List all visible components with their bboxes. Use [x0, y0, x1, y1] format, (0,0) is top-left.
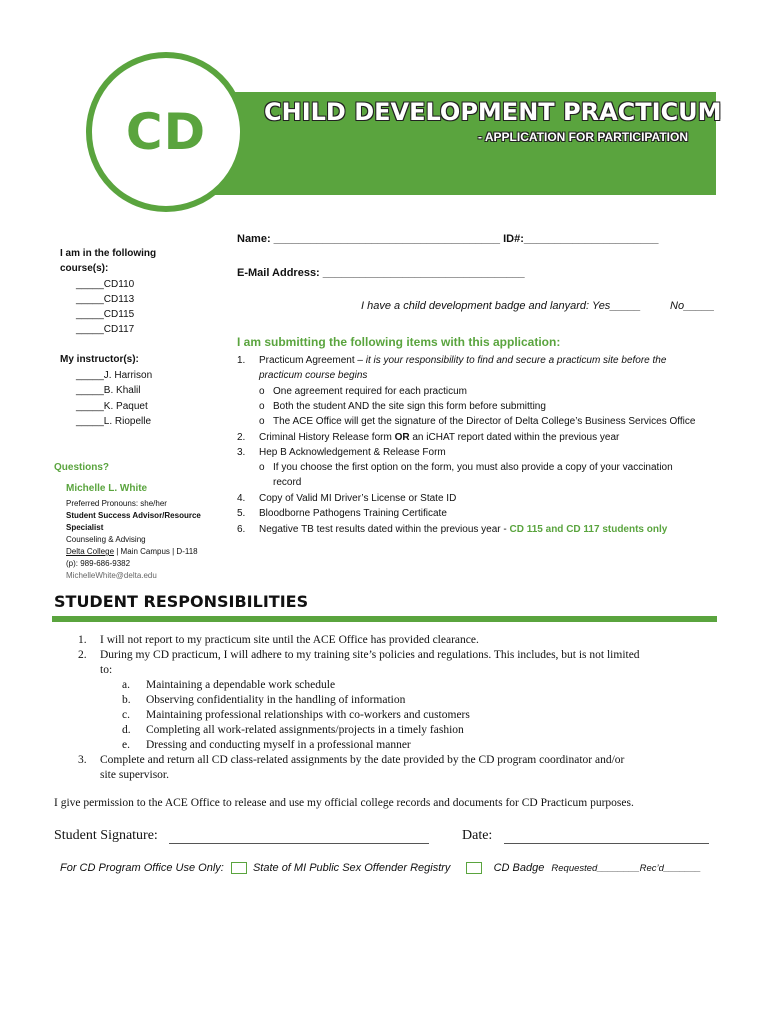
- list-item: 3. Hep B Acknowledgement & Release Form: [237, 447, 446, 458]
- contact-email[interactable]: MichelleWhite@delta.edu: [66, 571, 157, 580]
- office-use-label: For CD Program Office Use Only:: [60, 862, 224, 874]
- courses-heading-2: course(s):: [60, 263, 109, 274]
- list-item: 5. Bloodborne Pathogens Training Certificate: [237, 508, 447, 519]
- course-cd117[interactable]: _____CD117: [76, 324, 135, 335]
- sub-item: d. Completing all work-related assignments/projects in a timely fashion: [122, 724, 464, 736]
- contact-dept: Counseling & Advising: [66, 535, 146, 544]
- badge-no-field[interactable]: No_____: [670, 300, 715, 312]
- instructor-harrison[interactable]: _____J. Harrison: [76, 370, 153, 381]
- student-signature-field[interactable]: [54, 828, 429, 844]
- instructor-paquet[interactable]: _____K. Paquet: [76, 401, 148, 412]
- date-field[interactable]: [462, 828, 709, 844]
- college-link[interactable]: Delta College: [66, 547, 115, 556]
- office-use-row: [60, 862, 701, 874]
- contact-location: Delta College | Main Campus | D-118: [66, 547, 198, 556]
- responsibilities-heading: STUDENT RESPONSIBILITIES: [54, 592, 309, 611]
- instructor-khalil[interactable]: _____B. Khalil: [76, 385, 141, 396]
- requested-received-field[interactable]: Requested________Rec’d_______: [551, 863, 701, 874]
- list-item: 4. Copy of Valid MI Driver’s License or State ID: [237, 493, 457, 504]
- badge-label: CD Badge: [493, 862, 545, 874]
- list-item: 2. During my CD practicum, I will adhere to my training site’s policies and regulations. This includes, but is not limited: [78, 649, 640, 661]
- section-rule: [52, 616, 717, 622]
- list-item: 2. Criminal History Release form OR an iCHAT report dated within the previous year: [237, 432, 620, 443]
- courses-heading: I am in the following: [60, 248, 157, 259]
- course-cd110[interactable]: _____CD110: [76, 279, 135, 290]
- permission-statement: I give permission to the ACE Office to release and use my official college records and documents for CD Practicum purposes.: [54, 797, 634, 809]
- contact-phone: (p): 989-686-9382: [66, 559, 131, 568]
- cd-logo: CD: [125, 103, 207, 161]
- email-field[interactable]: E-Mail Address: _________________________________: [237, 267, 525, 279]
- list-item: 6. Negative TB test results dated within the previous year - CD 115 and CD 117 students only: [237, 524, 668, 535]
- badge-checkbox[interactable]: [466, 862, 482, 874]
- student-signature-label: Student Signature:: [54, 828, 158, 843]
- name-id-field[interactable]: Name: _____________________________________ ID#:______________________: [237, 233, 659, 245]
- list-item: 3. Complete and return all CD class-related assignments by the date provided by the CD program coordinator and/or: [78, 754, 625, 766]
- list-item-cont: practicum course begins: [259, 370, 368, 381]
- sub-item-cont: record: [273, 477, 302, 488]
- list-item: 1. I will not report to my practicum site until the ACE Office has provided clearance.: [78, 634, 479, 646]
- course-cd113[interactable]: _____CD113: [76, 294, 135, 305]
- questions-heading: Questions?: [54, 462, 110, 473]
- sub-item: o Both the student AND the site sign this form before submitting: [259, 401, 546, 412]
- registry-label: State of MI Public Sex Offender Registry: [252, 862, 451, 874]
- instructors-heading: My instructor(s):: [60, 354, 139, 365]
- sub-item: c. Maintaining professional relationships with co-workers and customers: [122, 709, 470, 721]
- contact-title: Student Success Advisor/Resource: [66, 511, 201, 520]
- sub-item: o If you choose the first option on the form, you must also provide a copy of your vaccination: [259, 462, 673, 473]
- sub-item: o The ACE Office will get the signature of the Director of Delta College’s Business Services Office: [259, 416, 696, 427]
- list-item: 1. Practicum Agreement – it is your responsibility to find and secure a practicum site before the: [237, 355, 667, 366]
- submission-heading: I am submitting the following items with this application:: [237, 335, 561, 349]
- page-title: CHILD DEVELOPMENT PRACTICUM: [264, 98, 722, 126]
- sub-item: e. Dressing and conducting myself in a professional manner: [122, 739, 411, 751]
- list-item-cont: to:: [100, 664, 113, 676]
- contact-name: Michelle L. White: [66, 483, 148, 494]
- badge-yes-field[interactable]: I have a child development badge and lanyard: Yes_____: [361, 300, 641, 312]
- registry-checkbox[interactable]: [231, 862, 247, 874]
- sub-item: b. Observing confidentiality in the handling of information: [122, 694, 406, 706]
- course-cd115[interactable]: _____CD115: [76, 309, 135, 320]
- sub-item: a. Maintaining a dependable work schedule: [122, 679, 336, 691]
- student-signature-line[interactable]: [169, 843, 429, 844]
- contact-title-2: Specialist: [66, 523, 104, 532]
- date-label: Date:: [462, 828, 493, 843]
- list-item-cont: site supervisor.: [100, 769, 169, 781]
- contact-pronouns: Preferred Pronouns: she/her: [66, 499, 167, 508]
- instructor-riopelle[interactable]: _____L. Riopelle: [76, 416, 152, 427]
- page-subtitle: - APPLICATION FOR PARTICIPATION: [478, 130, 688, 144]
- date-line[interactable]: [504, 843, 709, 844]
- sub-item: o One agreement required for each practicum: [259, 386, 467, 397]
